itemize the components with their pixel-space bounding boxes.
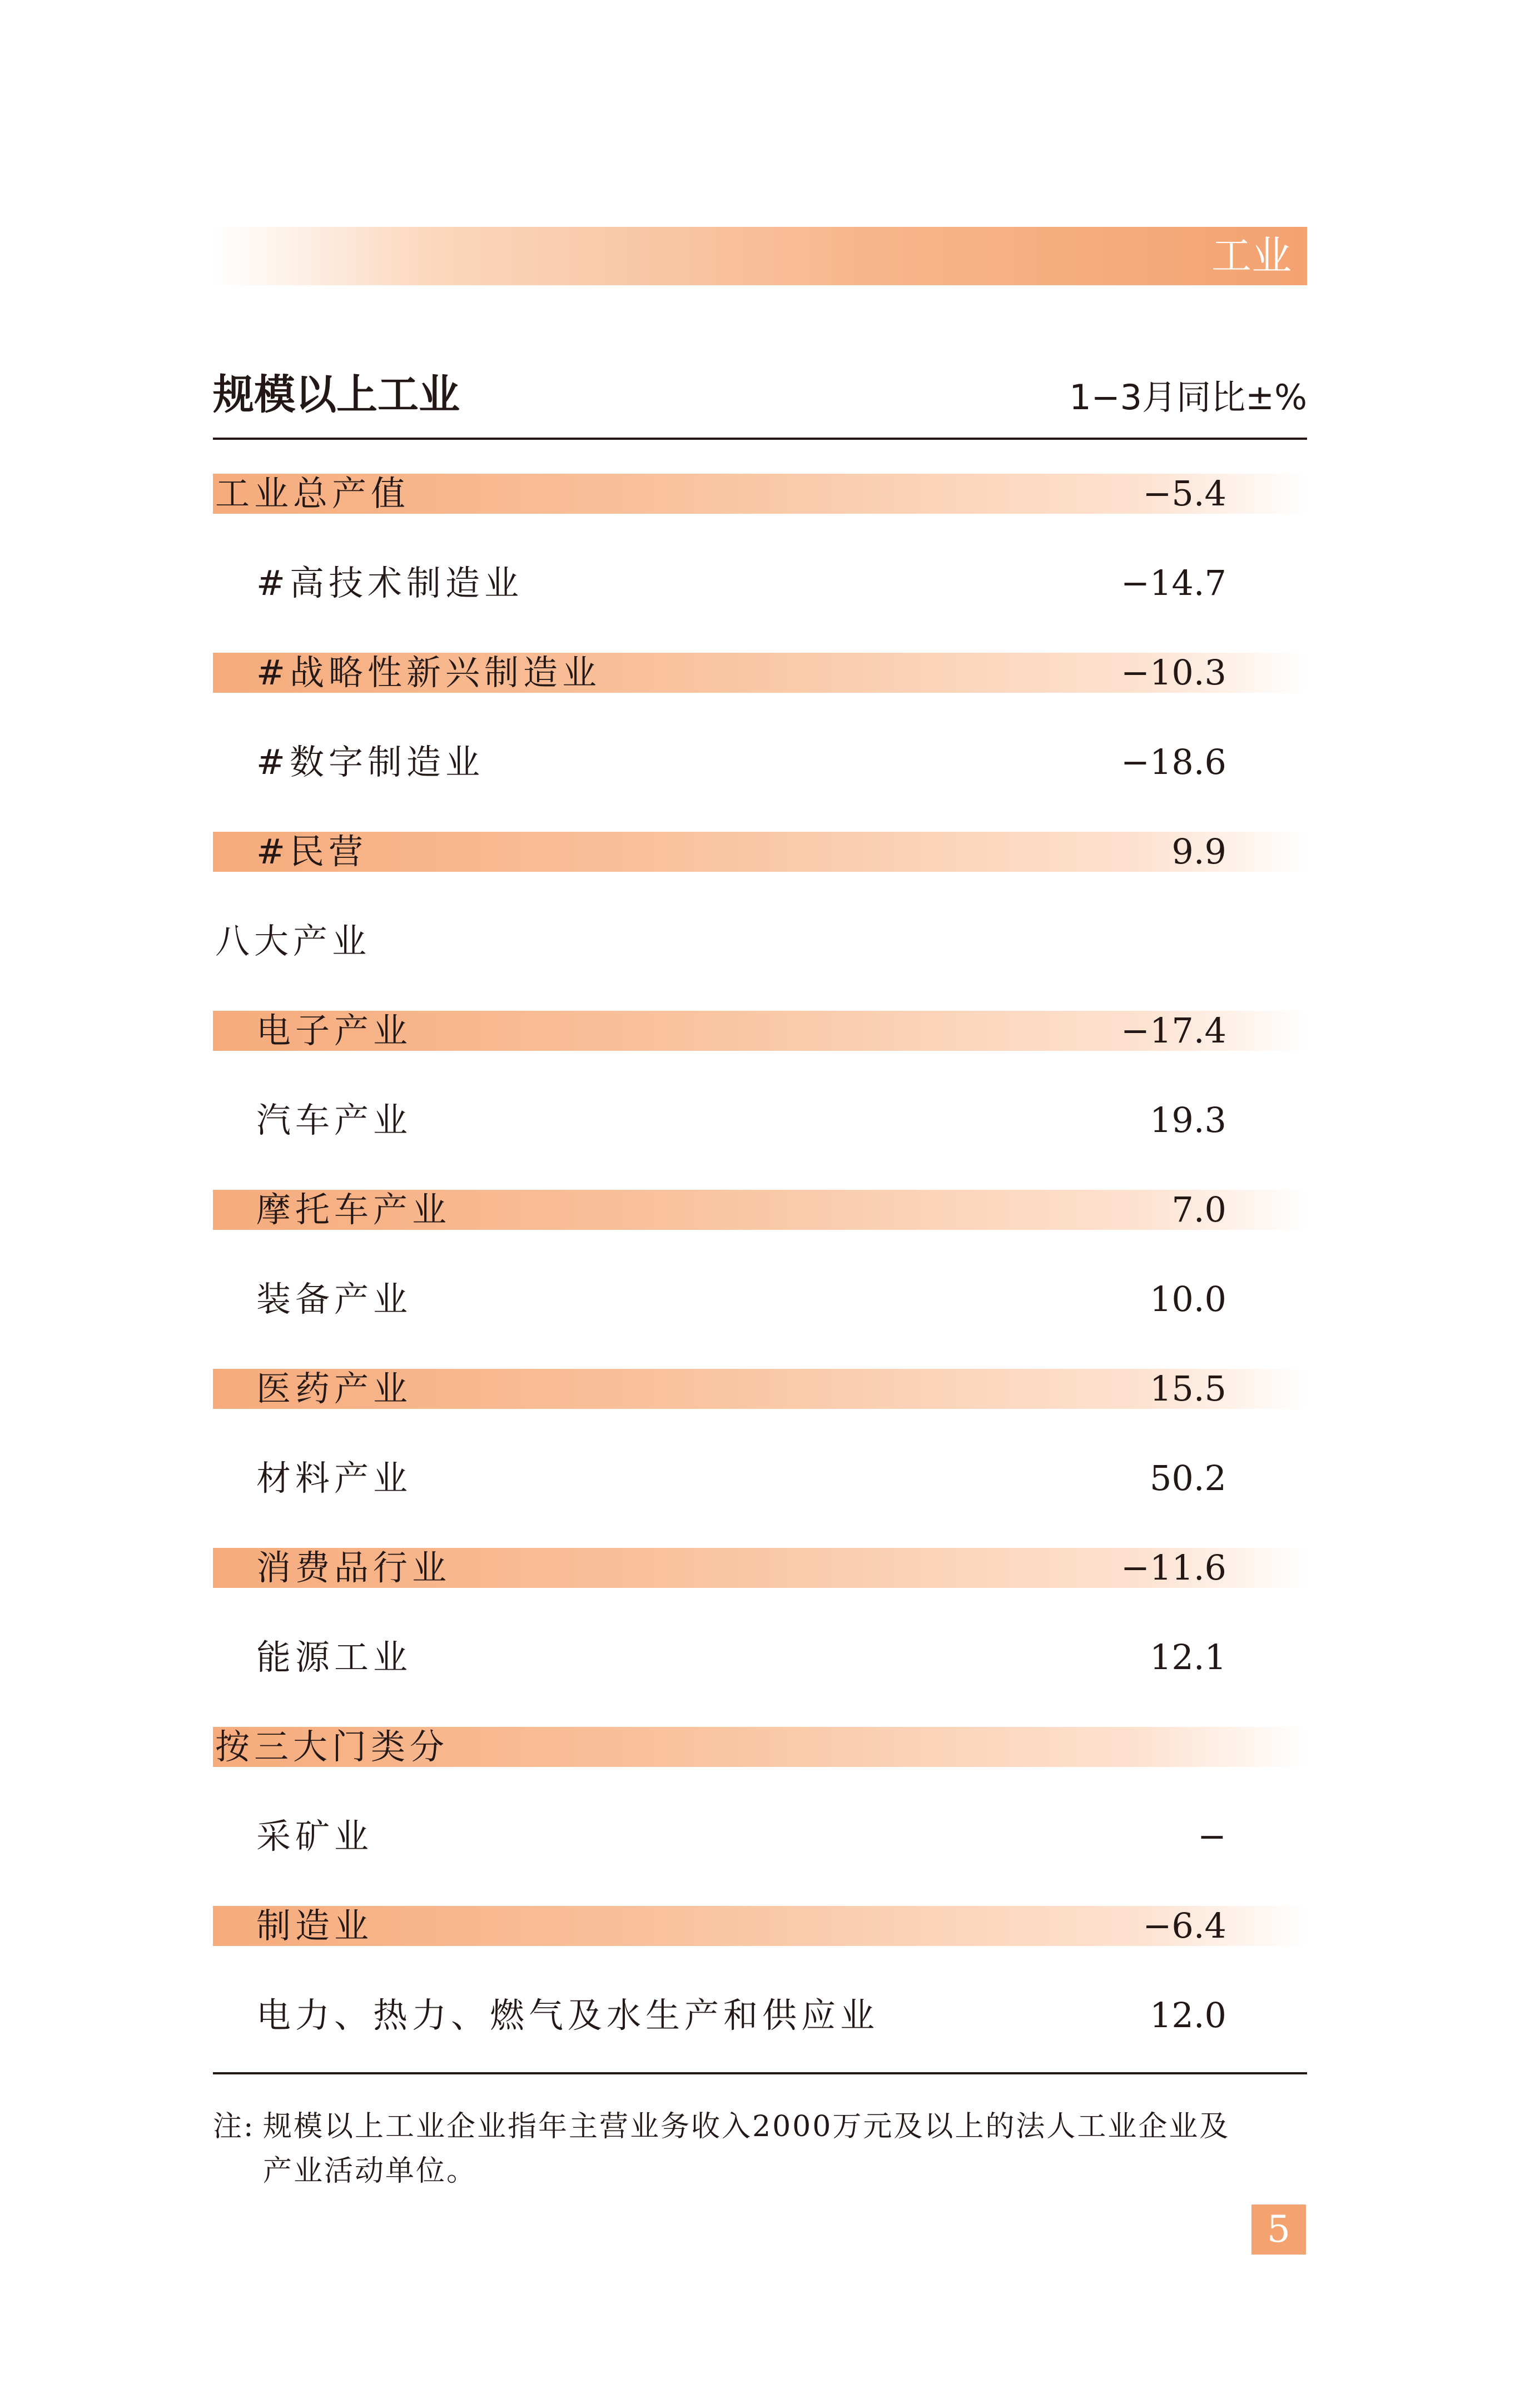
row-value: 15.5 <box>1149 1368 1226 1409</box>
row-value: 19.3 <box>1149 1100 1226 1140</box>
table-row <box>213 563 1307 653</box>
table-row <box>213 1548 1307 1637</box>
table-row <box>213 1727 1307 1816</box>
row-highlight-band <box>213 832 1307 872</box>
row-value: −14.7 <box>1121 563 1226 603</box>
row-value: −11.6 <box>1121 1547 1226 1588</box>
table-row <box>213 921 1307 1011</box>
table-row <box>213 832 1307 921</box>
row-value: −17.4 <box>1121 1010 1226 1051</box>
row-label: 采矿业 <box>256 1816 374 1856</box>
row-label: 工业总产值 <box>215 473 410 514</box>
footnote-line-2: 产业活动单位。 <box>263 2154 478 2188</box>
section-label: 工业 <box>1211 232 1291 279</box>
row-value: 10.0 <box>1149 1279 1226 1319</box>
footnote-line-1: 规模以上工业企业指年主营业务收入2000万元及以上的法人工业企业及 <box>263 2110 1230 2143</box>
row-value: 12.0 <box>1149 1995 1226 2035</box>
table-row <box>213 1458 1307 1548</box>
row-value: −6.4 <box>1142 1905 1226 1946</box>
table-row <box>213 1190 1307 1279</box>
table-top-rule <box>213 438 1307 440</box>
row-label: 电力、热力、燃气及水生产和供应业 <box>256 1995 880 2035</box>
row-label: 汽车产业 <box>256 1100 413 1140</box>
row-value: −10.3 <box>1121 652 1226 693</box>
row-value: −18.6 <box>1121 742 1226 782</box>
row-label: 制造业 <box>256 1905 374 1946</box>
row-label: 摩托车产业 <box>256 1189 451 1230</box>
section-banner <box>213 227 1307 285</box>
table-row <box>213 653 1307 742</box>
table-row <box>213 1100 1307 1190</box>
row-label: #数字制造业 <box>256 742 484 782</box>
row-label: #民营 <box>256 831 367 872</box>
row-label: 按三大门类分 <box>215 1726 449 1767</box>
table-row <box>213 1637 1307 1727</box>
row-label: 消费品行业 <box>256 1547 451 1588</box>
table-row <box>213 1011 1307 1100</box>
row-label: 医药产业 <box>256 1368 413 1409</box>
row-label: 材料产业 <box>256 1458 413 1498</box>
row-label: #高技术制造业 <box>256 563 523 603</box>
table-row <box>213 1906 1307 1995</box>
row-value: 50.2 <box>1149 1458 1226 1498</box>
row-label: 八大产业 <box>215 921 371 961</box>
table-row <box>213 742 1307 832</box>
row-label: 电子产业 <box>256 1010 413 1051</box>
page-number: 5 <box>1251 2205 1306 2255</box>
footnote-prefix: 注: <box>213 2110 255 2143</box>
table-row <box>213 1995 1307 2085</box>
table-bottom-rule <box>213 2072 1307 2074</box>
row-label: 能源工业 <box>256 1637 413 1677</box>
table-row <box>213 474 1307 563</box>
table-unit: 1−3月同比±% <box>1069 377 1307 418</box>
table-title: 规模以上工业 <box>213 371 460 419</box>
table-row <box>213 1816 1307 1906</box>
table-row <box>213 1279 1307 1369</box>
row-label: 装备产业 <box>256 1279 413 1319</box>
row-value: 7.0 <box>1171 1189 1226 1230</box>
row-value: − <box>1198 1816 1226 1856</box>
table-body <box>213 474 1307 2085</box>
table-row <box>213 1369 1307 1458</box>
row-value: 12.1 <box>1149 1637 1226 1677</box>
row-value: −5.4 <box>1142 473 1226 514</box>
row-value: 9.9 <box>1171 831 1226 872</box>
row-label: #战略性新兴制造业 <box>256 652 601 693</box>
